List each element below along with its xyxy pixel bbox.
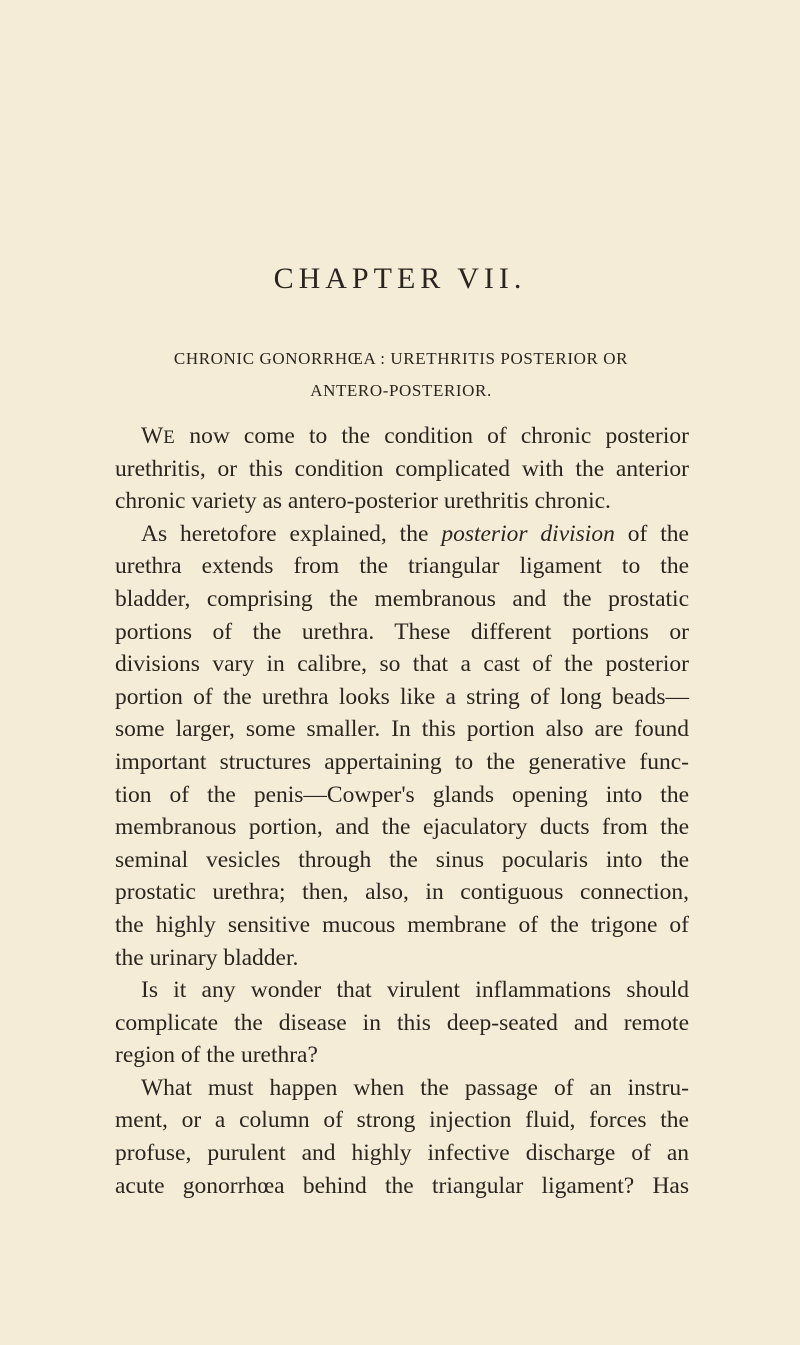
drop-initial: W	[141, 423, 164, 449]
text-line: ment, or a column of strong injection fluid, forces the	[115, 1107, 689, 1134]
text-line: prostatic urethra; then, also, in contiguous connection,	[115, 879, 689, 906]
text-line: some larger, some smaller. In this portion also are found	[115, 716, 689, 743]
emphasis-text: posterior division	[441, 520, 615, 547]
text-line: the highly sensitive mucous membrane of the trigone of	[115, 911, 689, 938]
text-line: acute gonorrhœa behind the triangular ligament? Has	[115, 1172, 689, 1199]
chapter-subtitle	[116, 343, 686, 407]
text-line: urethritis, or this condition complicated with the anterior	[115, 455, 689, 482]
body-text	[115, 420, 689, 1202]
text-line: region of the urethra?	[115, 1042, 318, 1069]
text-line: seminal vesicles through the sinus pocularis into the	[115, 846, 689, 873]
text-line: WE now come to the condition of chronic posterior	[141, 423, 689, 449]
chapter-title: CHAPTER VII.	[273, 262, 527, 295]
text-line: urethra extends from the triangular ligament to the	[115, 553, 689, 580]
text-line: divisions vary in calibre, so that a cast of the posterior	[115, 651, 689, 678]
text-line: tion of the penis—Cowper's glands opening into the	[115, 781, 689, 808]
text-line: portions of the urethra. These different portions or	[115, 618, 689, 645]
text-line: complicate the disease in this deep-seated and remote	[115, 1009, 689, 1036]
small-caps: E	[163, 427, 176, 448]
text-line: profuse, purulent and highly infective discharge of an	[115, 1140, 689, 1167]
text-line: As heretofore explained, the posterior division of the	[141, 520, 689, 547]
text-line: portion of the urethra looks like a string of long beads—	[115, 683, 689, 710]
subtitle-line-1: CHRONIC GONORRHŒA : URETHRITIS POSTERIOR OR	[173, 349, 629, 368]
subtitle-line-2: ANTERO-POSTERIOR.	[310, 381, 492, 400]
text-line: the urinary bladder.	[115, 944, 299, 971]
text-line: What must happen when the passage of an instru-	[141, 1074, 689, 1101]
text-line: membranous portion, and the ejaculatory ducts from the	[115, 814, 689, 841]
text-line: bladder, comprising the membranous and the prostatic	[115, 585, 689, 612]
text-line: chronic variety as antero-posterior urethritis chronic.	[115, 488, 611, 515]
text-line: important structures appertaining to the generative func-	[115, 748, 689, 775]
text-line: Is it any wonder that virulent inflammations should	[141, 977, 689, 1004]
